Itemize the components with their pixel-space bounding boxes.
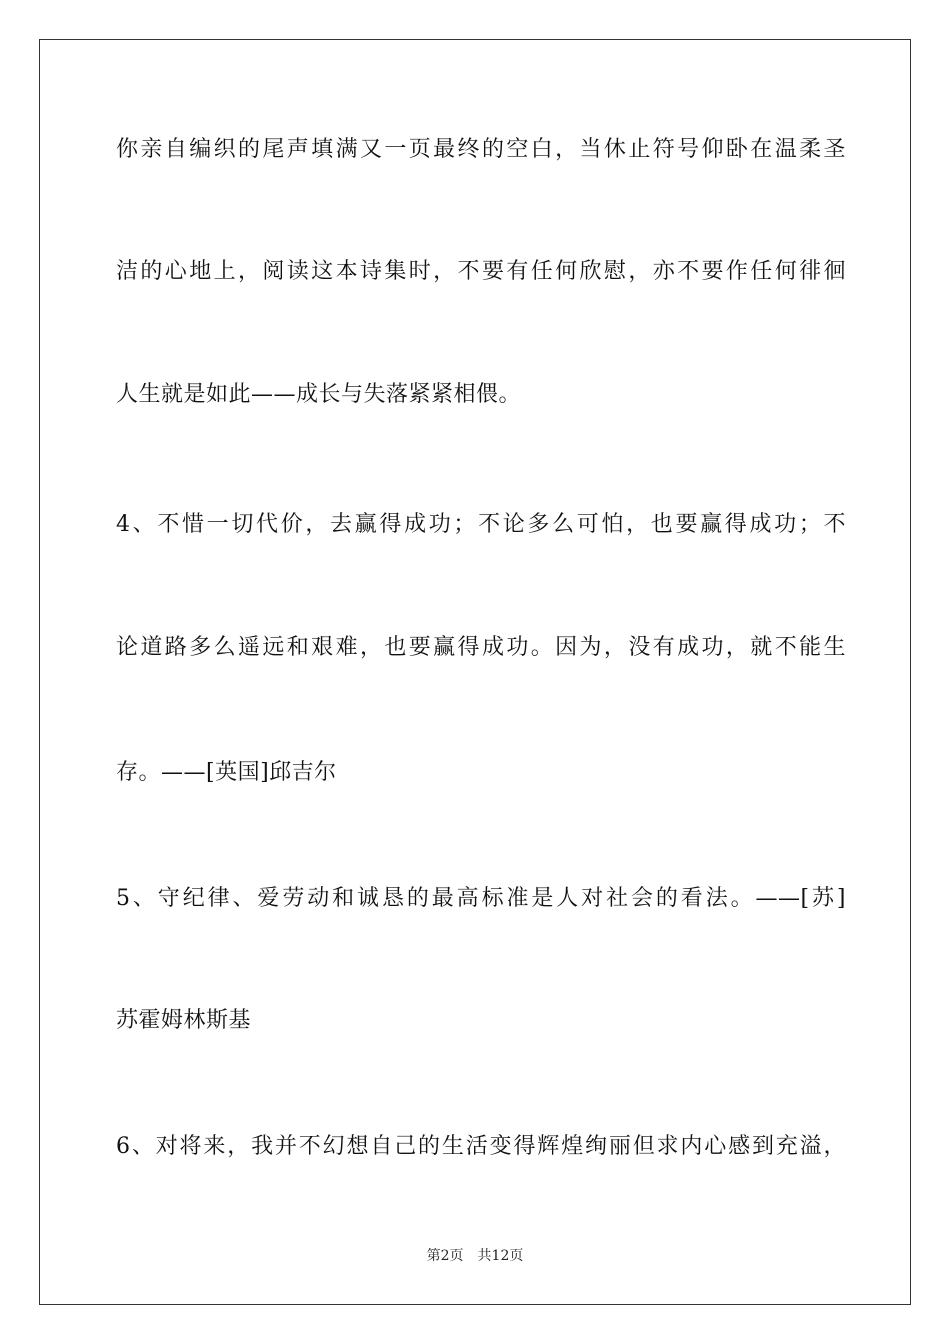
text-line-7: 5、守纪律、爱劳动和诚恳的最高标准是人对社会的看法。——[苏] [116, 886, 846, 911]
page-border [39, 39, 911, 1305]
text-line-3: 人生就是如此——成长与失落紧紧相偎。 [116, 382, 522, 407]
text-line-1: 你亲自编织的尾声填满又一页最终的空白，当休止符号仰卧在温柔圣 [116, 137, 846, 162]
text-line-6: 存。——[英国]邱吉尔 [116, 760, 337, 785]
total-pages-label: 共12页 [477, 1248, 524, 1264]
page-footer [0, 1247, 950, 1265]
text-line-2: 洁的心地上，阅读这本诗集时，不要有任何欣慰，亦不要作任何徘徊 [116, 259, 846, 284]
text-line-8: 苏霍姆林斯基 [116, 1008, 252, 1033]
current-page-label: 第2页 [426, 1248, 464, 1264]
text-line-9: 6、对将来，我并不幻想自己的生活变得辉煌绚丽但求内心感到充溢， [116, 1134, 846, 1159]
text-line-4: 4、不惜一切代价，去赢得成功；不论多么可怕，也要赢得成功；不 [116, 512, 846, 537]
text-line-5: 论道路多么遥远和艰难，也要赢得成功。因为，没有成功，就不能生 [116, 635, 846, 660]
